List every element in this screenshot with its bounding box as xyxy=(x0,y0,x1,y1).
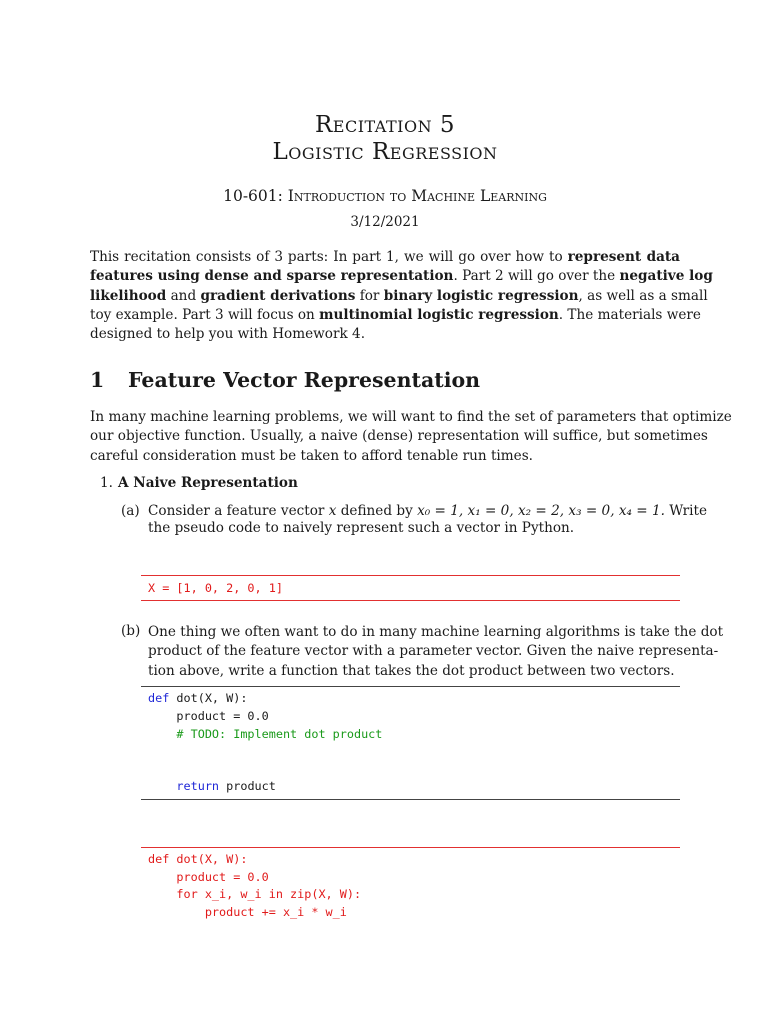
intro-text: . The materials were xyxy=(558,306,701,323)
intro-bold: represent data xyxy=(567,249,680,265)
intro-paragraph xyxy=(90,248,713,344)
answer-rule-top xyxy=(141,575,680,576)
intro-text: designed to help you with Homework 4. xyxy=(90,326,366,343)
section-paragraph xyxy=(90,408,732,466)
part-b-text xyxy=(148,623,724,681)
solution-line-1: def dot(X, W): xyxy=(148,852,248,866)
part-b-marker: (b) xyxy=(121,623,141,639)
section-title: Feature Vector Representation xyxy=(128,368,481,392)
code-rule-top xyxy=(141,686,680,687)
answer-rule-bottom xyxy=(141,600,680,601)
part-b-text-line: product of the feature vector with a parameter vector. Given the naive representa- xyxy=(148,643,719,660)
math-expression: x₀ = 1, x₁ = 0, x₂ = 2, x₃ = 0, x₄ = 1. xyxy=(417,503,665,519)
solution-line-2: product = 0.0 xyxy=(148,870,269,884)
list-item-heading: A Naive Representation xyxy=(118,475,298,491)
intro-bold: multinomial logistic regression xyxy=(319,306,559,323)
code-rule-bottom xyxy=(141,799,680,800)
section-text: careful consideration must be taken to afford tenable run times. xyxy=(90,447,533,464)
part-a-text-span: the pseudo code to naively represent such a vector in Python. xyxy=(148,520,575,536)
intro-text: for xyxy=(359,287,380,304)
code-line-return xyxy=(148,779,276,793)
code-signature: dot(X, W): xyxy=(169,691,248,705)
intro-text: . Part 2 will go over the xyxy=(453,268,616,285)
intro-bold: binary logistic regression xyxy=(383,287,579,304)
solution-line-3: for x_i, w_i in zip(X, W): xyxy=(148,887,362,901)
code-return-value: product xyxy=(219,779,276,793)
intro-text: , as well as a small xyxy=(578,287,708,304)
list-item-marker: 1. xyxy=(100,475,113,491)
intro-bold: features using dense and sparse representation xyxy=(90,268,454,285)
math-var: x xyxy=(328,503,337,519)
part-a-text-span: Consider a feature vector xyxy=(148,503,325,519)
intro-text: and xyxy=(170,287,197,304)
part-b-text-line: One thing we often want to do in many machine learning algorithms is take the dot xyxy=(148,624,724,640)
part-a-text-span: defined by xyxy=(340,503,413,519)
course-subtitle: 10-601: Introduction to Machine Learning xyxy=(223,187,547,205)
keyword-def: def xyxy=(148,691,170,705)
part-a-text xyxy=(148,503,708,536)
section-text: our objective function. Usually, a naive (dense) representation will suffice, but sometimes xyxy=(90,428,708,445)
intro-bold: likelihood xyxy=(90,287,167,304)
section-text: In many machine learning problems, we will want to find the set of parameters that optimize xyxy=(90,409,732,425)
intro-text: toy example. Part 3 will focus on xyxy=(90,306,315,323)
title-line-2: Logistic Regression xyxy=(272,139,498,165)
date: 3/12/2021 xyxy=(350,214,420,230)
part-a-marker: (a) xyxy=(121,503,140,519)
part-b-text-line: tion above, write a function that takes the dot product between two vectors. xyxy=(148,662,675,679)
answer-code: X = [1, 0, 2, 0, 1] xyxy=(148,581,283,595)
intro-bold: gradient derivations xyxy=(200,287,356,304)
part-a-text-span: Write xyxy=(669,503,708,519)
code-line-def xyxy=(148,691,247,705)
code-line-product: product = 0.0 xyxy=(148,709,269,723)
keyword-return: return xyxy=(148,779,220,793)
intro-text: This recitation consists of 3 parts: In part 1, we will go over how to xyxy=(90,249,563,265)
solution-line-4: product += x_i * w_i xyxy=(148,905,347,919)
code-comment: # TODO: Implement dot product xyxy=(148,727,383,741)
intro-bold: negative log xyxy=(619,268,713,285)
section-number: 1 xyxy=(90,368,105,392)
title-line-1: Recitation 5 xyxy=(314,112,456,138)
section-heading xyxy=(90,368,480,392)
solution-rule-top xyxy=(141,847,680,848)
